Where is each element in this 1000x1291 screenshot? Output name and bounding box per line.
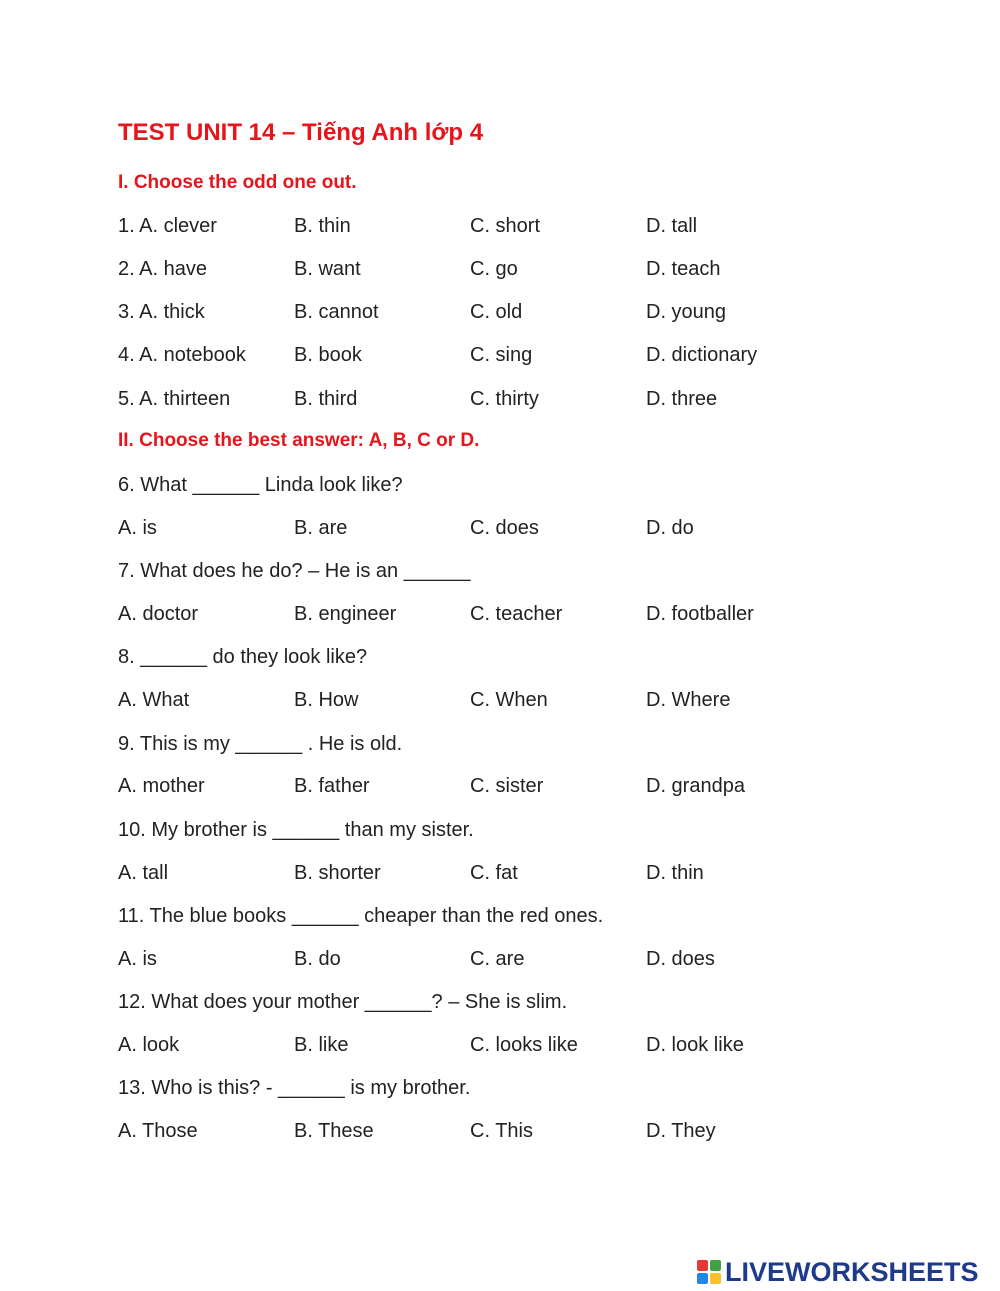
odd-row-3 bbox=[118, 297, 898, 327]
option-a: 1. A. clever bbox=[118, 215, 217, 237]
option-b: B. These bbox=[294, 1120, 374, 1142]
option-d: D. do bbox=[646, 517, 694, 539]
option-a: 3. A. thick bbox=[118, 301, 205, 323]
logo-block bbox=[697, 1260, 708, 1271]
logo-block bbox=[710, 1260, 721, 1271]
answer-row bbox=[118, 685, 898, 715]
option-a: 5. A. thirteen bbox=[118, 388, 231, 410]
logo-block bbox=[710, 1273, 721, 1284]
answer-row bbox=[118, 599, 898, 629]
logo-text: LIVEWORKSHEETS bbox=[725, 1256, 979, 1287]
option-d: D. thin bbox=[646, 862, 704, 884]
option-b: B. engineer bbox=[294, 603, 397, 625]
logo-blocks-icon bbox=[697, 1260, 721, 1284]
option-c: C. sister bbox=[470, 775, 544, 797]
option-d: D. dictionary bbox=[646, 344, 758, 366]
option-d: D. young bbox=[646, 301, 727, 323]
option-b: B. book bbox=[294, 344, 362, 366]
option-d: D. grandpa bbox=[646, 775, 745, 797]
option-a: 4. A. notebook bbox=[118, 344, 246, 366]
option-c: C. teacher bbox=[470, 603, 563, 625]
option-a: A. is bbox=[118, 517, 157, 539]
option-c: C. sing bbox=[470, 344, 533, 366]
option-b: B. shorter bbox=[294, 862, 381, 884]
option-b: B. thin bbox=[294, 215, 351, 237]
option-c: C. This bbox=[470, 1120, 533, 1142]
option-a: A. Those bbox=[118, 1120, 198, 1142]
option-c: C. go bbox=[470, 258, 518, 280]
odd-row-5 bbox=[118, 384, 898, 414]
option-d: D. does bbox=[646, 948, 715, 970]
odd-row-1 bbox=[118, 211, 898, 241]
question-text: 11. The blue books ______ cheaper than the red ones. bbox=[118, 905, 604, 927]
option-d: D. They bbox=[646, 1120, 716, 1142]
option-c: C. are bbox=[470, 948, 525, 970]
option-d: D. tall bbox=[646, 215, 698, 237]
answer-row bbox=[118, 944, 898, 974]
section-heading-odd-one-out: I. Choose the odd one out. bbox=[118, 172, 357, 193]
liveworksheets-logo[interactable] bbox=[697, 1256, 979, 1288]
answer-row bbox=[118, 771, 898, 801]
option-d: D. look like bbox=[646, 1034, 744, 1056]
option-b: B. third bbox=[294, 388, 358, 410]
question-text: 6. What ______ Linda look like? bbox=[118, 474, 403, 496]
option-b: B. like bbox=[294, 1034, 349, 1056]
question-text: 12. What does your mother ______? – She is slim. bbox=[118, 991, 568, 1013]
option-a: A. What bbox=[118, 689, 190, 711]
question-text: 9. This is my ______ . He is old. bbox=[118, 733, 403, 755]
odd-row-4 bbox=[118, 340, 898, 370]
option-c: C. does bbox=[470, 517, 539, 539]
question-text: 7. What does he do? – He is an ______ bbox=[118, 560, 471, 582]
option-b: B. do bbox=[294, 948, 341, 970]
option-c: C. thirty bbox=[470, 388, 539, 410]
option-c: C. short bbox=[470, 215, 541, 237]
option-b: B. are bbox=[294, 517, 348, 539]
option-c: C. fat bbox=[470, 862, 518, 884]
answer-row bbox=[118, 1030, 898, 1060]
option-a: A. doctor bbox=[118, 603, 199, 625]
question-text: 8. ______ do they look like? bbox=[118, 646, 368, 668]
question-text: 10. My brother is ______ than my sister. bbox=[118, 819, 474, 841]
option-d: D. footballer bbox=[646, 603, 754, 625]
page-title: TEST UNIT 14 – Tiếng Anh lớp 4 bbox=[118, 119, 484, 146]
option-a: 2. A. have bbox=[118, 258, 207, 280]
answer-row bbox=[118, 513, 898, 543]
option-d: D. Where bbox=[646, 689, 731, 711]
option-b: B. want bbox=[294, 258, 361, 280]
option-a: A. tall bbox=[118, 862, 169, 884]
question-text: 13. Who is this? - ______ is my brother. bbox=[118, 1077, 471, 1099]
option-c: C. old bbox=[470, 301, 523, 323]
option-a: A. is bbox=[118, 948, 157, 970]
option-a: A. look bbox=[118, 1034, 180, 1056]
answer-row bbox=[118, 1116, 898, 1146]
section-heading-best-answer: II. Choose the best answer: A, B, C or D. bbox=[118, 430, 480, 451]
option-b: B. father bbox=[294, 775, 370, 797]
option-b: B. How bbox=[294, 689, 359, 711]
option-d: D. teach bbox=[646, 258, 721, 280]
logo-block bbox=[697, 1273, 708, 1284]
option-a: A. mother bbox=[118, 775, 205, 797]
option-d: D. three bbox=[646, 388, 718, 410]
option-b: B. cannot bbox=[294, 301, 379, 323]
odd-row-2 bbox=[118, 254, 898, 284]
option-c: C. When bbox=[470, 689, 548, 711]
option-c: C. looks like bbox=[470, 1034, 578, 1056]
answer-row bbox=[118, 858, 898, 888]
